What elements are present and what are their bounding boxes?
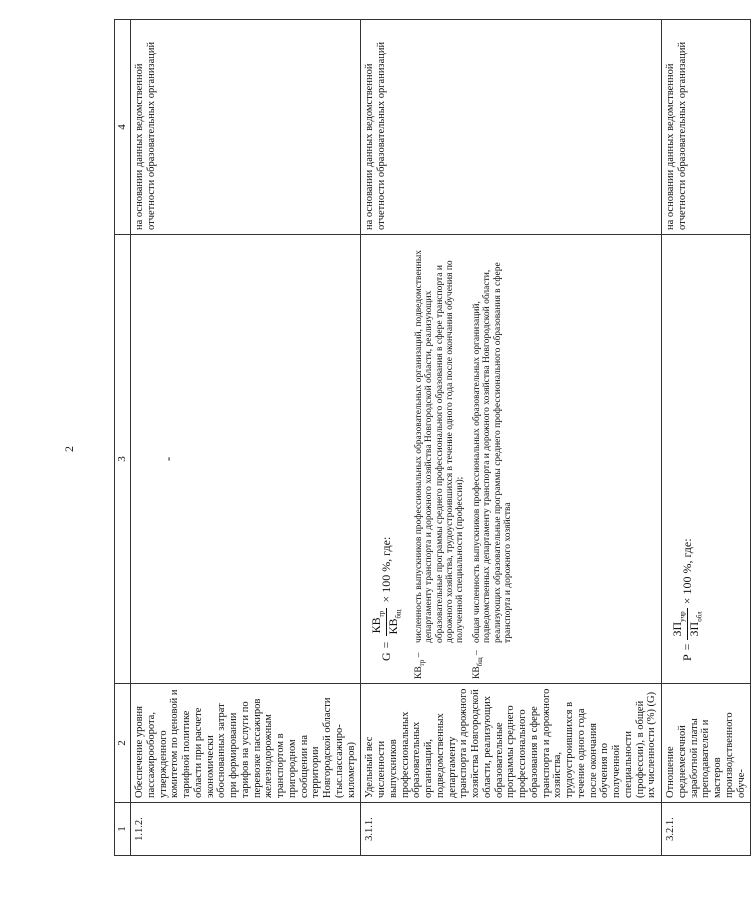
definition-dash: – — [471, 650, 482, 655]
fraction-numerator — [671, 608, 688, 639]
table-row — [361, 20, 662, 856]
symbol-subscript: бщ — [475, 657, 484, 667]
header-col-1: 1 — [115, 803, 131, 856]
fraction-denominator — [387, 607, 403, 638]
formula-cell — [662, 235, 751, 684]
page-number: 2 — [62, 446, 76, 452]
formula-tail: × 100 %, где: — [680, 538, 694, 605]
formula-equals: = — [680, 643, 694, 651]
header-col-2: 2 — [115, 684, 131, 803]
indicator-name: Удельный вес численности выпускников профессиональных образовательных организаций, подведомственных департаменту транспорта и дорожного хозяйства Новгородской области, реализующих образовательные программы среднего профессионального образования в сфере транспорта и дорожного хозяйства, трудоустроившихся в течение одного года после окончания обучения по полученной специальности (профессии), в общей их численности (%) (G) — [361, 684, 662, 803]
formula-fraction — [671, 608, 704, 639]
numerator-subscript: учр — [678, 611, 687, 622]
denominator-subscript: бщ — [394, 609, 403, 619]
row-number: 3.1.1. — [361, 803, 662, 856]
denominator-subscript: обл — [695, 611, 704, 622]
header-col-4: 4 — [115, 20, 131, 235]
data-source: на основании данных ведомственной отчетности образовательных организаций — [131, 20, 361, 235]
indicator-name: Отношение среднемесячной заработной платы преподавателей и мастеров производственного обуче- — [662, 684, 751, 803]
numerator-subscript: тр — [377, 610, 386, 618]
symbol-text: КВ — [413, 666, 424, 679]
definition-dash: – — [413, 652, 424, 658]
table-row — [131, 20, 361, 856]
formula-lhs: Р — [680, 654, 694, 661]
formula-tail: × 100 %, где: — [379, 536, 394, 603]
definition-item — [470, 239, 518, 679]
definition-symbol — [412, 643, 470, 679]
header-col-3: 3 — [115, 235, 131, 684]
formula-fraction — [370, 607, 403, 638]
denominator-symbol: ЗП — [687, 621, 702, 637]
formula-equals: = — [379, 641, 394, 649]
fraction-denominator — [688, 608, 704, 639]
row-number: 3.2.1. — [662, 803, 751, 856]
formula-cell — [361, 235, 662, 684]
indicators-table — [114, 19, 751, 856]
formula-cell: - — [131, 235, 361, 684]
rotated-table-container — [114, 41, 747, 856]
row-number: 1.1.2. — [131, 803, 361, 856]
definition-symbol — [470, 643, 518, 679]
numerator-symbol: КВ — [369, 617, 384, 634]
data-source: на основании данных ведомственной отчетности образовательных организаций — [662, 20, 751, 235]
table-header-row — [115, 20, 131, 856]
denominator-symbol: КВ — [386, 618, 401, 635]
definition-item — [412, 239, 470, 679]
symbol-text: КВ — [471, 666, 482, 679]
fraction-numerator — [370, 608, 387, 637]
numerator-symbol: ЗП — [670, 621, 684, 637]
definition-text: общая численность выпускников профессиональных образовательных организаций, подведомственных департаменту транспорта и дорожного хозяйства Новгородской области, реализующих образовательные программы среднего профессионального образования в сфере транспорта и дорожного хозяйства — [471, 262, 514, 643]
symbol-subscript: тр — [417, 659, 426, 667]
formula-lhs: G — [379, 652, 394, 661]
indicator-name: Обеспечение уровня пассажирооборота, утвержденного комитетом по ценовой и тарифной политике области при расчете экономически обоснованных затрат при формировании тарифов на услуги по перевозке пассажиров железнодорожным транспортом в пригородном сообщении на территории Новгородской области (тыс.пассажиро-километров) — [131, 684, 361, 803]
data-source: на основании данных ведомственной отчетности образовательных организаций — [361, 20, 662, 235]
formula-p — [671, 239, 704, 661]
table-row — [662, 20, 751, 856]
formula-g — [370, 239, 403, 661]
definition-text: численность выпускников профессиональных образовательных организаций, подведомственных департаменту транспорта и дорожного хозяйства Новгородской области, реализующих образовательные программы среднего профессионального образования в сфере транспорта и дорожного хозяйства, трудоустроившихся в течение одного года после окончания обучения по полученной специальности (профессии); — [413, 250, 466, 643]
formula-definitions — [412, 239, 518, 679]
